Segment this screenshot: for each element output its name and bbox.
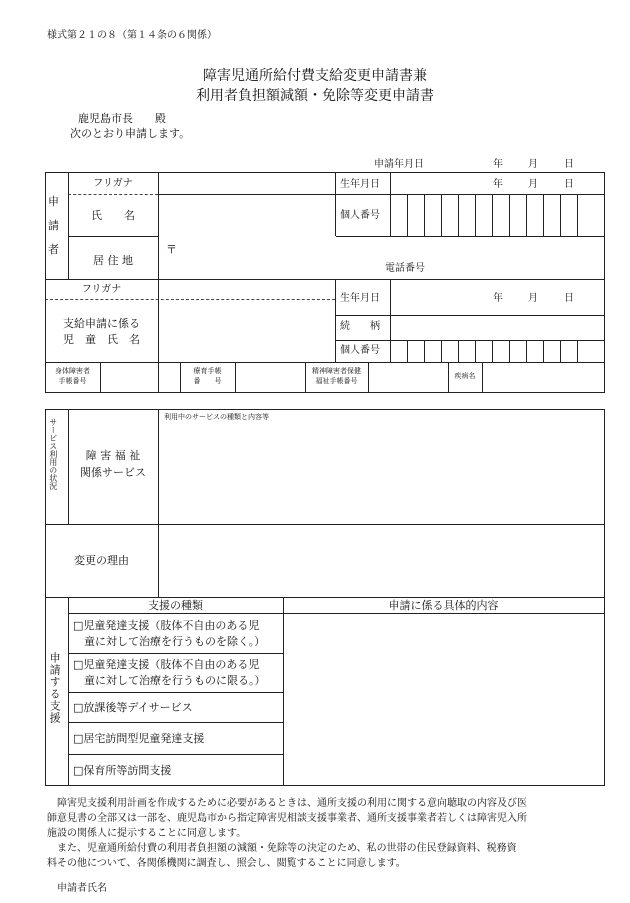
child-personal-number-label: 個人番号 (340, 345, 380, 356)
support-details-header: 申請に係る具体的内容 (388, 599, 499, 612)
support-item-5: □保育所等訪問支援 (73, 764, 172, 777)
consent-line-3: 施設の関係人に提示することに同意します。 (47, 828, 247, 839)
support-item-4: □居宅訪問型児童発達支援 (73, 732, 205, 745)
child-name-label-line1: 支給申請に係る (63, 317, 140, 330)
support-item-3: □放課後等デイサービス (73, 701, 193, 714)
applicant-label-char3: 者 (48, 243, 59, 256)
service-content-header: 利用中のサービスの種類と内容等 (164, 413, 269, 421)
applicant-personal-number-label: 個人番号 (340, 210, 380, 221)
applicant-address-label: 居 住 地 (93, 254, 133, 267)
applicant-birth-year: 年 (493, 179, 503, 190)
application-date-month: 月 (528, 159, 538, 170)
relationship-label: 続 柄 (340, 321, 380, 332)
child-name-label-line2: 児 童 氏 名 (63, 333, 140, 346)
child-furigana-label: フリガナ (81, 284, 122, 295)
applicant-birth-month: 月 (528, 179, 538, 190)
consent-line-4: また、児童通所給付費の利用者負担額の減額・免除等の決定のため、私の世帯の住民登録資料、税務資 (47, 843, 517, 854)
consent-line-2: 師意見書の全部又は一部を、鹿児島市から指定障害児相談支援事業者、通所支援事業者若しくは障害児入所 (47, 813, 527, 824)
application-date-day: 日 (564, 159, 574, 170)
postal-mark: 〒 (166, 243, 177, 256)
application-date-year: 年 (493, 159, 503, 170)
form-code: 様式第２１の８（第１４条の６関係） (47, 30, 217, 41)
phone-label: 電話番号 (385, 263, 425, 274)
title-line2: 利用者負担額減額・免除等変更申請書 (196, 88, 434, 104)
applicant-birth-day: 日 (564, 179, 574, 190)
title-line1: 障害児通所給付費支給変更申請書兼 (203, 68, 427, 84)
support-item-1-line1: □児童発達支援（肢体不自由のある児 (73, 619, 260, 632)
applicant-furigana-label: フリガナ (93, 178, 133, 189)
support-item-2-line1: □児童発達支援（肢体不自由のある児 (73, 658, 260, 671)
requested-support-section-label: 申請する支援 (48, 652, 62, 724)
applicant-label-char1: 申 (48, 195, 59, 208)
child-birth-day: 日 (564, 293, 574, 304)
change-reason-label: 変更の理由 (74, 554, 129, 567)
mental-handbook-label-l1: 精神障害者保健 (312, 367, 361, 375)
child-birth-month: 月 (528, 293, 538, 304)
addressee: 鹿児島市長 殿 (78, 112, 166, 125)
applicant-label-char2: 請 (48, 219, 59, 232)
child-birth-year: 年 (493, 293, 503, 304)
applicant-name-label: 氏 名 (91, 209, 135, 222)
support-type-header: 支援の種類 (148, 599, 203, 612)
physical-handbook-label-l2: 手帳番号 (58, 377, 87, 385)
service-row-label-l1: 障 害 福 祉 (85, 449, 141, 462)
service-status-section-label: サービス利用の状況 (48, 418, 58, 490)
application-date-label: 申請年月日 (374, 159, 424, 170)
child-birthdate-label: 生年月日 (340, 293, 380, 304)
consent-line-1: 障害児支援利用計画を作成するために必要があるときは、通所支援の利用に関する意向聴取の内容及び医 (47, 798, 527, 809)
applicant-birthdate-label: 生年月日 (340, 179, 380, 190)
support-item-1-line2: 童に対して治療を行うものを除く。） (73, 635, 266, 648)
mental-handbook-label-l2: 福祉手帳番号 (315, 377, 358, 385)
disease-label: 疾病名 (454, 372, 476, 380)
signature-label: 申請者氏名 (57, 883, 107, 894)
physical-handbook-label-l1: 身体障害者 (55, 367, 90, 375)
consent-line-5: 料その他について、各関係機関に調査し、照会し、閲覧することに同意します。 (47, 858, 406, 869)
intro-text: 次のとおり申請します。 (70, 127, 191, 140)
rehab-handbook-label-l2: 番 号 (193, 377, 222, 385)
rehab-handbook-label-l1: 療育手帳 (193, 367, 222, 375)
service-row-label-l2: 関係サービス (80, 466, 146, 479)
support-item-2-line2: 童に対して治療を行うものに限る。） (73, 674, 266, 687)
